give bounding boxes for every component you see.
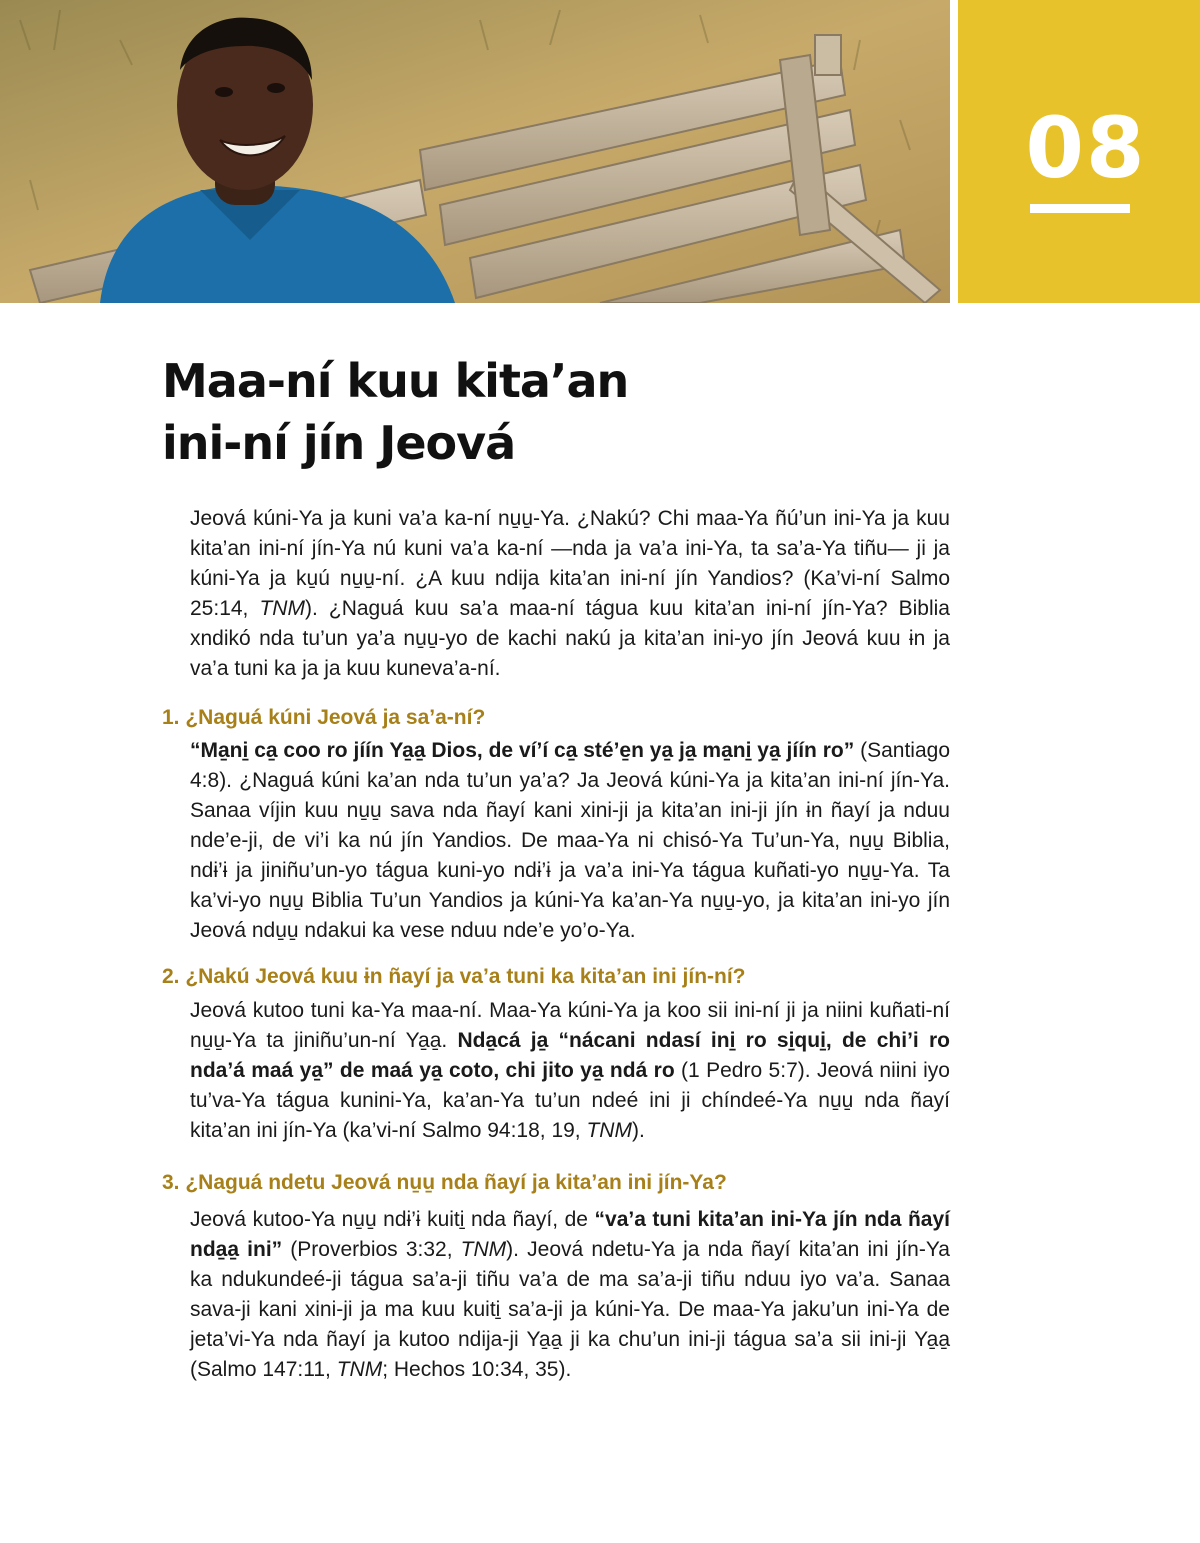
question-2: 2. ¿Nakú Jeová kuu ɨn ñayí ja va’a tuni ka kita’an ini jín-ní? [162, 965, 746, 988]
hero-illustration [0, 0, 950, 303]
answer-3-ref-2: TNM [336, 1358, 383, 1381]
answer-1-quote: “Ma̱ni̱ ca̱ coo ro jíín Ya̱a̱ Dios, de ví’í ca̱ sté’e̱n ya̱ ja̱ ma̱ni̱ ya̱ jíín ro” [190, 739, 855, 762]
intro-text: Jeová kúni-Ya ja kuni va’a ka-ní nu̱u̱-Ya. ¿Nakú? Chi maa-Ya ñú’un ini-Ya ja kuu kita’an ini-ní jín-Ya nú kuni va’a ka-ní —nda ja va’a ini-Ya, ta sa’a-Ya tiñu— ji ja kúni-Ya ja ku̱ú nu̱u̱-ní. ¿A kuu ndija kita’an ini-ní jín Yandios? (Ka’vi-ní Salmo 25:14, [190, 507, 950, 620]
answer-2-text-3: ). [631, 1119, 645, 1142]
answer-2 [190, 996, 950, 1146]
answer-2-text-2: (1 Pedro 5:7). Jeová niini iyo tu’va-Ya tágua kunini-Ya, ka’an-Ya tu’un ndeé ini ji chíndeé-Ya nu̱u̱ nda ñayí kita’an ini jín-Ya (ka’vi-ní Salmo 94:18, 19, [190, 1059, 950, 1142]
question-3: 3. ¿Naguá ndetu Jeová nu̱u̱ nda ñayí ja kita’an ini jín-Ya? [162, 1171, 727, 1194]
answer-3-quote: “va’a tuni kita’an ini-Ya jín nda ñayí nda̱a̱ ini” [190, 1208, 950, 1261]
answer-3-text-2: (Proverbios 3:32, [282, 1238, 461, 1261]
title-line-2: ini-ní jín Jeová [162, 416, 516, 470]
hero-photo [0, 0, 950, 303]
answer-1 [190, 736, 950, 946]
answer-3-text-4: ; Hechos 10:34, 35). [382, 1358, 572, 1381]
title-line-1: Maa-ní kuu kita’an [162, 354, 629, 408]
answer-3-text-3: ). Jeová ndetu-Ya ja nda ñayí kita’an ini jín-Ya ka ndukundeé-ji tágua sa’a-ji tiñu va’a de ma sa’a-ji tiñu nduu iyo va’a. Sanaa sava-ji kani xini-ji ja ma kuu kuiti̱ sa’a-ji ja kúni-Ya. De maa-Ya jaku’un ini-Ya de jeta’vi-Ya nda ñayí ja kutoo ndija-ji Ya̱a̱ ji ka chu’un ini-ji tágua sa’a sii ini-ji Ya̱a̱ (Salmo 147:11, [190, 1238, 950, 1381]
answer-3 [190, 1205, 950, 1385]
lesson-number: 08 [1025, 99, 1147, 197]
intro-ref: TNM [259, 597, 305, 620]
answer-2-quote: Nda̱cá ja̱ “nácani ndasí ini̱ ro si̱qui̱, de chi’i ro nda’á maá ya̱” de maá ya̱ coto, chi jito ya̱ ndá ro [190, 1029, 950, 1082]
page-title [162, 350, 922, 474]
intro-paragraph [190, 504, 950, 684]
answer-3-text: Jeová kutoo-Ya nu̱u̱ ndɨ’ɨ kuiti̱ nda ñayí, de [190, 1208, 595, 1231]
badge-underline [1030, 204, 1130, 213]
answer-3-ref: TNM [460, 1238, 507, 1261]
intro-text-2: ). ¿Naguá kuu sa’a maa-ní tágua kuu kita’an ini-ní jín-Ya? Biblia xndikó nda tu’un ya’a nu̱u̱-yo de kachi nakú ja kita’an ini-yo jín Jeová kuu ɨn ja va’a tuni ka ja ja kuu kuneva’a-ní. [190, 597, 950, 680]
answer-2-ref: TNM [586, 1119, 632, 1142]
answer-1-text: (Santiago 4:8). ¿Naguá kúni ka’an nda tu’un ya’a? Ja Jeová kúni-Ya ja kita’an ini-ní jín-Ya. Sanaa víjin kuu nu̱u̱ sava nda ñayí kani xini-ji ja kita’an ini-ji jín ɨn ñayí ja nduu nde’e-ji, de vi’i ka nú jín Yandios. De maa-Ya ni chisó-Ya Tu’un-Ya, nu̱u̱ Biblia, ndɨ’ɨ ja jiniñu’un-yo tágua kuni-yo ndɨ’ɨ ja va’a ini-Ya tágua kuñati-yo nu̱u̱-Ya. Ta ka’vi-yo nu̱u̱ Biblia Tu’un Yandios ja kúni-Ya ka’an-Ya nu̱u̱-yo, ja kita’an ini-yo jín Jeová ndu̱u̱ ndakui ka vese nduu nde’e yo’o-Ya. [190, 739, 950, 942]
question-1: 1. ¿Naguá kúni Jeová ja sa’a-ní? [162, 706, 486, 729]
answer-2-text: Jeová kutoo tuni ka-Ya maa-ní. Maa-Ya kúni-Ya ja koo sii ini-ní ji ja niini kuñati-ní nu̱u̱-Ya ta jiniñu’un-ní Ya̱a̱. [190, 999, 950, 1052]
lesson-number-badge [958, 0, 1200, 303]
